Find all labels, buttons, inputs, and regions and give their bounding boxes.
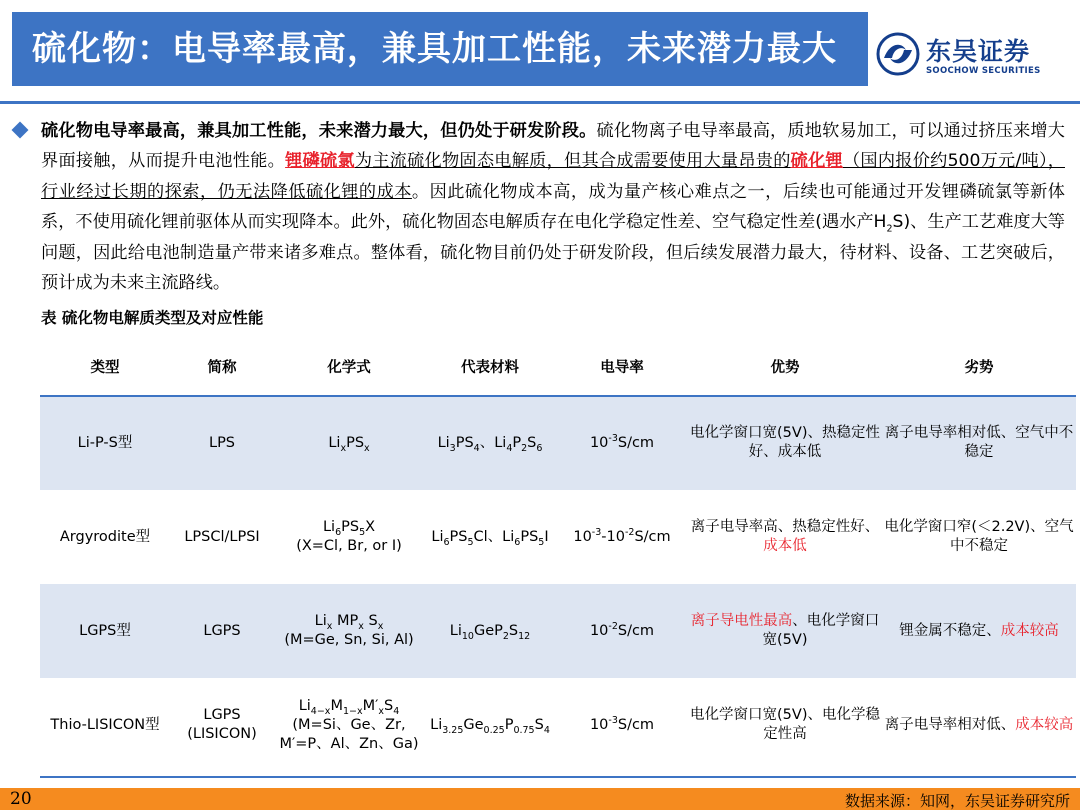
cell-formula: $Li_6PS_5X$ (X=Cl, Br, or I)	[296, 519, 402, 554]
cell-formula: $Li_{4-x}M_{1-x}M'_xS_4$ (M=Si、Ge、Zr, M′=P、Al、Zn、Ga)	[279, 697, 419, 752]
title-bar	[12, 12, 868, 86]
cell-abbr: LGPS	[203, 622, 241, 639]
data-source: 数据来源：知网，东吴证券研究所	[844, 792, 1070, 810]
cell-advantage: 离子导电性最高、电化学窗口宽(5V)	[690, 613, 880, 648]
para-text-5: S)、生产工艺难度大等问题，因此给电池制造量产带来诸多难点。整体看，硫化物目前仍处于研发阶段，但后续发展潜力最大，待材料、设备、工艺突破后，预计成为未来主流路线。	[41, 212, 1065, 294]
cell-material: $Li_6PS_5Cl$、$Li_6PS_5I$	[431, 528, 549, 548]
cell-formula: $Li_x$ $MP_x$ $S_x$ (M=Ge, Sn, Si, Al)	[284, 613, 414, 648]
table-row	[40, 396, 1076, 490]
cell-material: $Li_{10}GeP_2S_{12}$	[449, 622, 531, 642]
highlight-li2s: 硫化锂	[790, 151, 843, 172]
summary-paragraph	[41, 116, 1065, 298]
disadvantage-highlight: 成本较高	[1015, 716, 1074, 733]
company-logo	[874, 30, 1074, 82]
cell-type: Argyrodite型	[59, 528, 151, 545]
cell-abbr: LPSCl/LPSI	[184, 528, 260, 545]
cell-advantage: 离子电导率高、热稳定性好、成本低	[690, 519, 880, 554]
cell-advantage: 电化学窗口宽(5V)、热稳定性好、成本低	[690, 425, 880, 460]
disadvantage-highlight: 成本较高	[1000, 622, 1059, 639]
footer-bar	[0, 788, 1080, 810]
cell-abbr: LPS	[208, 434, 236, 451]
cell-formula: $Li_xPS_x$	[328, 434, 370, 454]
cell-conductivity: $10^{-3}-10^{-2}S/cm$	[573, 526, 671, 545]
header-type: 类型	[90, 359, 120, 376]
table-row	[40, 678, 1076, 772]
title-divider	[0, 101, 1080, 104]
para-text-2: 为主流硫化物固态电解质，但其合成需要使用大量昂贵的	[354, 151, 791, 172]
cell-disadvantage: 锂金属不稳定、成本较高	[899, 622, 1059, 639]
cell-disadvantage: 离子电导率相对低、空气中不稳定	[884, 425, 1074, 460]
soochow-logo-icon	[876, 32, 920, 76]
cell-material: $Li_{3.25}Ge_{0.25}P_{0.75}S_4$	[430, 716, 550, 736]
cell-conductivity: $10^{-3}S/cm$	[589, 432, 655, 451]
table-row	[40, 490, 1076, 584]
cell-type: LGPS型	[79, 622, 131, 639]
cell-disadvantage: 离子电导率相对低、成本较高	[884, 716, 1074, 733]
lead-sentence: 硫化物电导率最高，兼具加工性能，未来潜力最大，但仍处于研发阶段。	[41, 121, 597, 141]
cell-type: Thio-LISICON型	[50, 716, 160, 733]
logo-english-name: SOOCHOW SECURITIES	[926, 66, 1041, 76]
cell-material: $Li_3PS_4$、$Li_4P_2S_6$	[437, 434, 543, 454]
logo-chinese-name: 东吴证券	[926, 37, 1031, 66]
cell-advantage: 电化学窗口宽(5V)、电化学稳定性高	[690, 707, 880, 742]
table-header-row	[40, 340, 1076, 396]
page-number: 20	[10, 789, 32, 809]
table-caption: 表 硫化物电解质类型及对应性能	[41, 309, 264, 327]
highlight-lpscl: 锂磷硫氯	[285, 151, 355, 172]
header-conductivity: 电导率	[600, 359, 644, 376]
cell-disadvantage: 电化学窗口窄(＜2.2V)、空气中不稳定	[884, 519, 1074, 554]
cell-conductivity: $10^{-2}S/cm$	[589, 620, 655, 639]
header-abbr: 简称	[207, 359, 237, 376]
cell-conductivity: $10^{-3}S/cm$	[589, 714, 655, 733]
advantage-highlight: 离子导电性最高	[690, 613, 793, 629]
page-title: 硫化物：电导率最高，兼具加工性能，未来潜力最大	[32, 29, 837, 69]
cell-type: Li-P-S型	[77, 434, 133, 451]
header-disadvantage: 劣势	[964, 359, 994, 376]
para-text-4: 。因此硫化物成本高，成为量产核心难点之一，后续也可能通过开发锂磷硫氯等新体系，不使用硫化锂前驱体从而实现降本。此外，硫化物固态电解质存在电化学稳定性差、空气稳定性差(遇水产H	[41, 181, 1065, 233]
para-text-3: （国内报价约500万元/吨），行业经过长期的探索，仍无法降低硫化锂的成本	[41, 151, 1065, 202]
para-text-1: 硫化物离子电导率最高，质地软易加工，可以通过挤压来增大界面接触，从而提升电池性能。	[41, 121, 1065, 172]
cell-abbr: LGPS (LISICON)	[187, 707, 257, 742]
diamond-bullet-icon	[12, 122, 29, 139]
electrolyte-table	[40, 340, 1076, 772]
table-header-divider	[40, 395, 1076, 397]
table-row	[40, 584, 1076, 678]
para-subscript: 2	[886, 223, 893, 235]
table-bottom-border	[40, 776, 1076, 778]
header-material: 代表材料	[461, 359, 519, 376]
header-advantage: 优势	[770, 359, 800, 376]
advantage-highlight: 成本低	[763, 538, 807, 554]
header-formula: 化学式	[327, 359, 371, 376]
